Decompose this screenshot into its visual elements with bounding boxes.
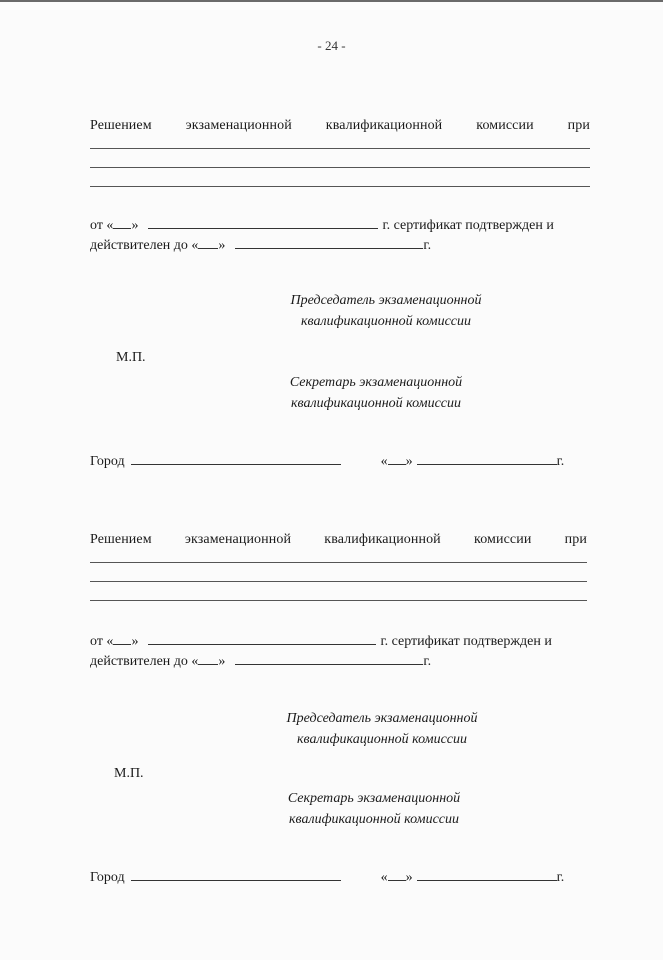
decision-heading: [90, 532, 587, 548]
city-label: Город: [90, 454, 125, 469]
secretary-title-line: квалификационной комиссии: [290, 396, 461, 411]
decision-word: экзаменационной: [184, 532, 292, 547]
chairman-signature: [252, 708, 512, 750]
valid-until-line: [90, 236, 590, 254]
page-number: - 24 -: [317, 38, 346, 53]
chairman-title-line: квалификационной комиссии: [300, 314, 471, 329]
secretary-title-line: Секретарь экзаменационной: [287, 791, 461, 806]
quote-close: »: [405, 870, 413, 885]
secretary-title-line: квалификационной комиссии: [288, 812, 459, 827]
secretary-title-line: Секретарь экзаменационной: [289, 375, 463, 390]
city-date-line: [90, 452, 580, 470]
day-blank: [113, 216, 131, 229]
stamp-place: М.П.: [116, 350, 146, 365]
day-blank: [113, 632, 131, 645]
month-year-blank: [235, 652, 423, 665]
certificate-confirmed-text: г. сертификат подтвержден и: [380, 634, 552, 649]
city-date-line: [90, 868, 580, 886]
issue-date-line: [90, 216, 590, 234]
decision-word: при: [564, 532, 587, 547]
chairman-title-line: квалификационной комиссии: [296, 732, 467, 747]
from-label: от «: [90, 634, 114, 649]
fill-line: [90, 186, 590, 187]
year-suffix: г.: [423, 238, 432, 253]
fill-line: [90, 581, 587, 582]
chairman-title-line: Председатель экзаменационной: [286, 711, 478, 726]
quote-close: »: [131, 634, 139, 649]
date-block-2: [90, 632, 587, 670]
chairman-signature: [256, 290, 516, 332]
fill-line: [90, 148, 590, 149]
certificate-confirmed-text: г. сертификат подтвержден и: [382, 218, 554, 233]
decision-word: квалификационной: [324, 532, 441, 547]
month-year-blank: [148, 632, 376, 645]
issue-date-line: [90, 632, 587, 650]
city-blank: [131, 868, 341, 881]
stamp-place: М.П.: [114, 766, 144, 781]
fill-line: [90, 167, 590, 168]
month-year-blank: [235, 236, 423, 249]
city-blank: [131, 452, 341, 465]
decision-block-1: [90, 118, 590, 187]
quote-close: »: [218, 654, 226, 669]
quote-open: «: [380, 454, 388, 469]
decision-word: при: [567, 118, 590, 133]
decision-word: Решением: [90, 118, 152, 133]
day-blank: [198, 652, 218, 665]
valid-until-label: действителен до «: [90, 654, 199, 669]
from-label: от «: [90, 218, 114, 233]
decision-word: комиссии: [476, 118, 534, 133]
city-label: Город: [90, 870, 125, 885]
secretary-signature: [246, 372, 506, 414]
quote-close: »: [218, 238, 226, 253]
decision-word: квалификационной: [325, 118, 443, 133]
decision-word: Решением: [90, 532, 152, 547]
year-suffix: г.: [423, 654, 432, 669]
quote-close: »: [405, 454, 413, 469]
decision-word: комиссии: [474, 532, 532, 547]
month-year-blank: [148, 216, 378, 229]
date-block-1: [90, 216, 590, 254]
day-blank: [388, 452, 406, 465]
day-blank: [198, 236, 218, 249]
secretary-signature: [244, 788, 504, 830]
year-suffix: г.: [556, 870, 565, 885]
quote-close: »: [131, 218, 139, 233]
day-blank: [388, 868, 406, 881]
valid-until-line: [90, 652, 587, 670]
fill-line: [90, 562, 587, 563]
fill-line: [90, 600, 587, 601]
valid-until-label: действителен до «: [90, 238, 199, 253]
chairman-title-line: Председатель экзаменационной: [290, 293, 482, 308]
month-year-blank: [417, 868, 557, 881]
decision-block-2: [90, 532, 587, 601]
year-suffix: г.: [556, 454, 565, 469]
decision-heading: [90, 118, 590, 134]
page-top-edge: [0, 0, 663, 2]
decision-word: экзаменационной: [185, 118, 292, 133]
quote-open: «: [380, 870, 388, 885]
month-year-blank: [417, 452, 557, 465]
